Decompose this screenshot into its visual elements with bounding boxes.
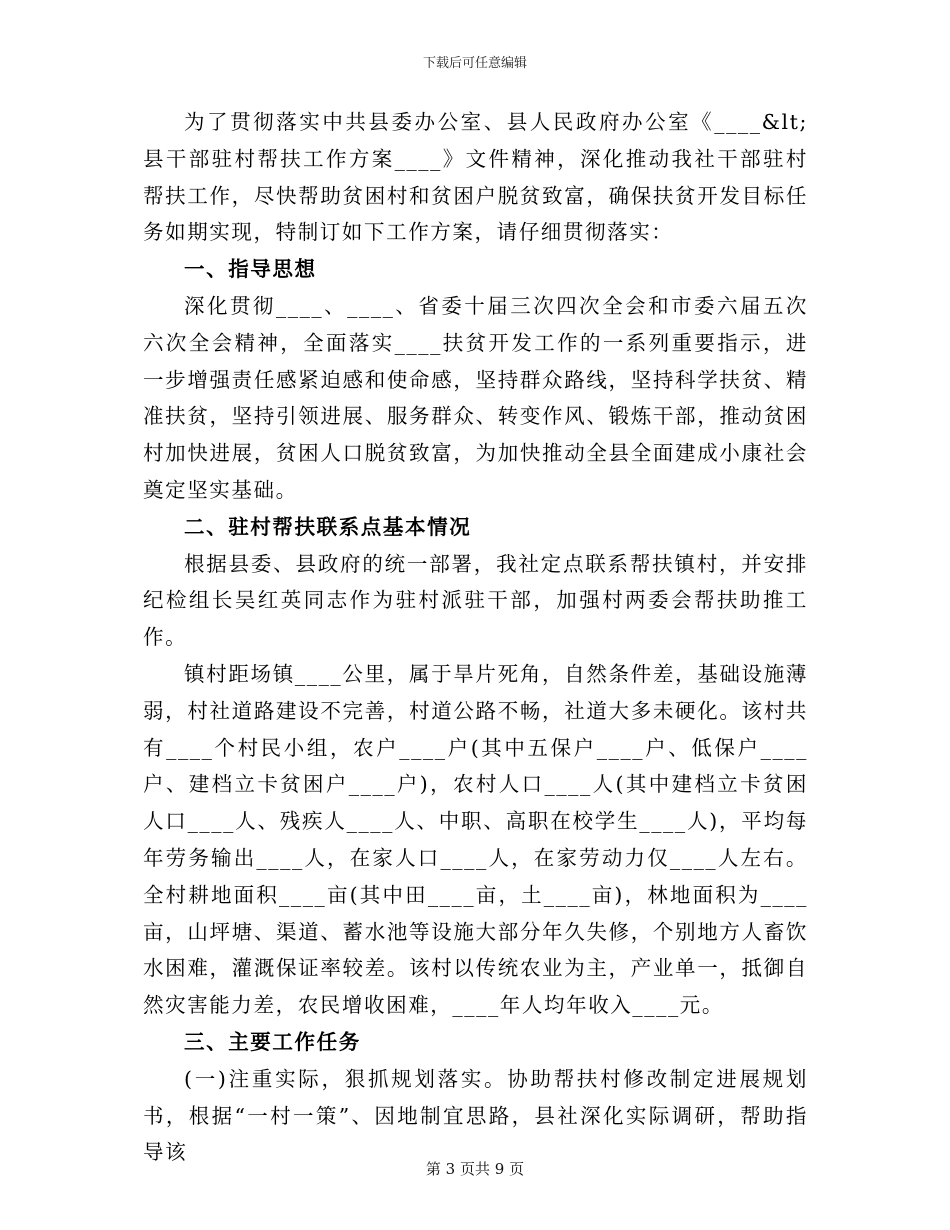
page-footer: 第 3 页共 9 页	[425, 1160, 525, 1178]
village-situation-paragraph: 镇村距场镇____公里，属于旱片死角，自然条件差，基础设施薄弱，村社道路建设不完善，村道公路不畅，社道大多未硬化。该村共有____个村民小组，农户____户(其中五保户____户、低保户____户、建档立卡贫困户____户)，农村人口____人(其中建档立卡贫困人口____人、残疾人____人、中职、高职在校学生____人)，平均每年劳务输出____人，在家人口____人，在家劳动力仅____人左右。全村耕地面积____亩(其中田____亩，土____亩)，林地面积为____亩，山坪塘、渠道、蓄水池等设施大部分年久失修，个别地方人畜饮水困难，灌溉保证率较差。该村以传统农业为主，产业单一，抵御自然灾害能力差，农民增收困难，____年人均年收入____元。	[143, 661, 808, 1018]
section-heading-3: 三、主要工作任务	[184, 1029, 361, 1054]
guiding-ideology-paragraph: 深化贯彻____、____、省委十届三次四次全会和市委六届五次六次全会精神，全面落实____扶贫开发工作的一系列重要指示，进一步增强责任感紧迫感和使命感，坚持群众路线，坚持科学扶贫、精准扶贫，坚持引领进展、服务群众、转变作风、锻炼干部，推动贫困村加快进展，贫困人口脱贫致富，为加快推动全县全面建成小康社会奠定坚实基础。	[143, 293, 808, 502]
document-body	[143, 104, 808, 1171]
intro-paragraph: 为了贯彻落实中共县委办公室、县人民政府办公室《____&lt;县干部驻村帮扶工作方案____》文件精神，深化推动我社干部驻村帮扶工作，尽快帮助贫困村和贫困户脱贫致富，确保扶贫开发目标任务如期实现，特制订如下工作方案，请仔细贯彻落实：	[143, 110, 808, 245]
section-heading-1: 一、指导思想	[184, 257, 317, 282]
section-heading-2: 二、驻村帮扶联系点基本情况	[184, 514, 472, 539]
task-paragraph: (一)注重实际，狠抓规划落实。协助帮扶村修改制定进展规划书，根据“一村一策”、因地制宜思路，县社深化实际调研，帮助指导该	[143, 1066, 808, 1165]
page-header: 下载后可任意编辑	[422, 56, 527, 71]
assignment-paragraph: 根据县委、县政府的统一部署，我社定点联系帮扶镇村，并安排纪检组长吴红英同志作为驻村派驻干部，加强村两委会帮扶助推工作。	[143, 551, 808, 650]
